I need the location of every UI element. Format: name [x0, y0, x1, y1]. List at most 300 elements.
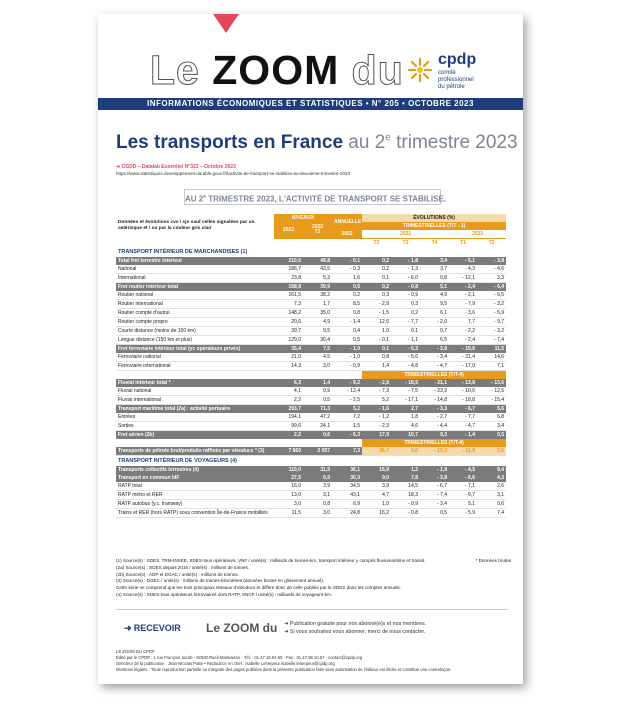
header-spacer	[116, 239, 274, 248]
cell-value: 0,5	[303, 396, 332, 405]
header-spacer	[332, 239, 362, 248]
cell-value: 9,0	[362, 474, 391, 482]
cpdp-flame-icon	[406, 56, 434, 84]
subscribe-zoom-logo: Le ZOOM du	[206, 621, 278, 635]
section-heading: TRANSPORT INTÉRIEUR DE VOYAGEURS (4)	[118, 458, 237, 464]
cell-value: 9,5	[420, 300, 449, 309]
row-label: National	[116, 265, 274, 274]
cell-value: 0,9	[303, 387, 332, 396]
cell-value: 8,5	[332, 300, 362, 309]
footnote: (2b) Source(s) : ADP et DGAC / unité(s) : millions de tonnes.	[116, 571, 239, 577]
cell-value: 18,3	[391, 491, 420, 500]
header-t3: T3	[402, 240, 409, 246]
cell-value: - 2,8	[362, 379, 391, 387]
cell-value: 5,0	[391, 447, 420, 456]
cpdp-brand	[438, 52, 476, 91]
cell-value: 3,0	[303, 362, 332, 371]
cell-value: - 5,1	[449, 257, 477, 265]
cell-value: 39,7	[274, 327, 303, 336]
cell-value: - 0,8	[391, 509, 420, 518]
table-row	[116, 509, 506, 518]
section-heading-row	[116, 247, 506, 257]
cell-value: 6,9	[332, 500, 362, 509]
cell-value: - 7,1	[449, 482, 477, 491]
section-heading-row	[116, 456, 506, 467]
cell-value: - 23,9	[420, 387, 449, 396]
cell-value: 4,1	[274, 387, 303, 396]
cell-value: 6,8	[477, 413, 506, 422]
cell-value: 27,5	[274, 474, 303, 482]
cell-value: 4,3	[477, 474, 506, 482]
cell-value: - 3,3	[420, 405, 449, 414]
total-row	[116, 474, 506, 482]
header-niveaux: NIVEAUX	[274, 214, 332, 222]
table-row	[116, 362, 506, 371]
cell-value: 5,2	[332, 405, 362, 414]
table-row	[116, 309, 506, 318]
cell-value: 1,0	[362, 327, 391, 336]
title-sup: e	[385, 132, 391, 144]
cell-value: - 2,4	[449, 283, 477, 292]
cell-value: - 6,5	[477, 291, 506, 300]
total-row	[116, 345, 506, 354]
cell-value: 0,5	[420, 509, 449, 518]
imprint-line: LE ZOOM DU CPDP	[116, 649, 155, 654]
cell-value: - 6,4	[477, 283, 506, 292]
cell-value: 6,3	[274, 379, 303, 387]
cell-value: - 15,3	[420, 447, 449, 456]
cell-value: 0,5	[477, 431, 506, 440]
cell-value: 6,9	[303, 474, 332, 482]
table-row	[116, 500, 506, 509]
statistics-table	[116, 214, 506, 518]
headline-box	[184, 189, 447, 205]
table-row	[116, 291, 506, 300]
cell-value: 0,4	[332, 327, 362, 336]
cell-value: - 1,9	[420, 466, 449, 474]
cell-value: 0,3	[362, 291, 391, 300]
table-row	[116, 318, 506, 327]
cell-value: 1,7	[303, 300, 332, 309]
row-label: Routier compte d'autrui	[116, 309, 274, 318]
cell-value: 4,9	[303, 318, 332, 327]
cell-value: - 19,6	[449, 345, 477, 354]
cell-value: - 7,4	[420, 491, 449, 500]
cell-value: - 1,2	[362, 413, 391, 422]
cell-value: 12,6	[362, 318, 391, 327]
cell-value: 0,8	[303, 500, 332, 509]
footnote: (3) Source(s) : DGEC / unité(s) : millions de tonnes-kilomètres (données brutes en glissement annuel).	[116, 578, 325, 584]
section-heading: TRANSPORT INTÉRIEUR DE MARCHANDISES (1)	[118, 249, 248, 255]
cell-value: 194,1	[274, 413, 303, 422]
cell-value: 1,6	[332, 274, 362, 283]
cell-value: - 3,4	[420, 500, 449, 509]
cell-value: - 6,7	[449, 405, 477, 414]
cell-value: 0,8	[362, 353, 391, 362]
divider	[116, 609, 508, 610]
cell-value: 5,3	[303, 274, 332, 283]
cell-value: 0,1	[362, 345, 391, 354]
cell-value: 3,4	[420, 257, 449, 265]
cell-value: - 14,8	[420, 396, 449, 405]
cell-value: - 0,8	[391, 283, 420, 292]
cell-value: 10,7	[391, 431, 420, 440]
footnote: Cette série ne comprend que les trois principaux réseaux d'oléoducs et diffère donc de celle publiée par le SDES dans les comptes annuels.	[116, 585, 402, 591]
cell-value: 2,7	[391, 405, 420, 414]
header-t1: T1	[460, 240, 466, 246]
subscribe-label[interactable]	[124, 623, 181, 634]
cell-value: - 1,5	[362, 309, 391, 318]
cell-value: 129,0	[274, 336, 303, 345]
cell-value: - 13,8	[449, 379, 477, 387]
cell-value: 148,2	[274, 309, 303, 318]
cell-value: 71,3	[303, 405, 332, 414]
cell-value: 24,1	[303, 422, 332, 431]
row-label: Fret routier intérieur total	[116, 283, 274, 292]
total-row	[116, 431, 506, 440]
cell-value: - 0,1	[362, 336, 391, 345]
cell-value: - 0,3	[332, 265, 362, 274]
cell-value: - 1,6	[362, 405, 391, 414]
cell-value: - 18,8	[449, 396, 477, 405]
header-t2: T2	[373, 240, 380, 246]
row-label: Ferroviaire international	[116, 362, 274, 371]
cell-value: 0,3	[391, 300, 420, 309]
cell-value: - 2,5	[332, 396, 362, 405]
table-row	[116, 274, 506, 283]
cell-value: - 11,0	[449, 447, 477, 456]
cell-value: 3,9	[303, 482, 332, 491]
cell-value: 210,5	[274, 257, 303, 265]
cell-value: 3,4	[477, 422, 506, 431]
cell-value: 0,1	[391, 327, 420, 336]
cell-value: 3,9	[362, 482, 391, 491]
cell-value: - 10,6	[449, 387, 477, 396]
cell-value: 0,2	[362, 283, 391, 292]
cell-value: 5,2	[362, 396, 391, 405]
cell-value: 21,0	[274, 353, 303, 362]
cell-value: 17,9	[362, 431, 391, 440]
row-label: Total fret terrestre intérieur	[116, 257, 274, 265]
masthead-word-zoom: ZOOM	[212, 47, 340, 93]
cell-value: 16,0	[274, 482, 303, 491]
masthead	[150, 47, 404, 93]
row-label: Fluvial international	[116, 396, 274, 405]
cell-value: 7,1	[477, 362, 506, 371]
brand-name: cpdp	[438, 51, 477, 68]
cell-value: 168,8	[274, 283, 303, 292]
cell-value: 30,4	[303, 336, 332, 345]
cell-value: 99,6	[274, 422, 303, 431]
subheader-trim-tm4: TRIMESTRIELLES (T/T-4)	[362, 439, 506, 447]
cell-value: 14,3	[274, 362, 303, 371]
row-label: Transports de pétrole brut/produits raffinés par oléoducs * (3)	[116, 447, 274, 456]
cell-value: 2 057	[303, 447, 332, 456]
cell-value: 3,0	[303, 509, 332, 518]
cell-value: 43,5	[303, 265, 332, 274]
brand-sub-line: professionnel	[438, 76, 474, 83]
footnotes	[116, 558, 511, 599]
subheader-row	[116, 439, 506, 447]
table-body	[116, 247, 506, 518]
cell-value: 293,7	[274, 405, 303, 414]
cell-value: 35,0	[303, 309, 332, 318]
cell-value: 1,5	[332, 422, 362, 431]
cell-value: - 5,3	[391, 345, 420, 354]
cell-value: - 7,4	[477, 336, 506, 345]
cell-value: 0,2	[391, 309, 420, 318]
cell-value: 7,4	[477, 509, 506, 518]
newsletter-page	[98, 14, 523, 684]
cell-value: - 6,3	[332, 431, 362, 440]
cell-value: - 6,6	[449, 474, 477, 482]
receive-text: RECEVOIR	[133, 623, 181, 633]
cell-value: 3,1	[303, 491, 332, 500]
table-row	[116, 265, 506, 274]
cell-value: 2,6	[477, 482, 506, 491]
cell-value: 4,7	[362, 491, 391, 500]
cell-value: 35,4	[274, 345, 303, 354]
cell-value: 1,4	[362, 362, 391, 371]
row-label: Fret aérien (2b)	[116, 431, 274, 440]
title-end: trimestre 2023	[390, 132, 518, 153]
cell-value: 23,8	[274, 274, 303, 283]
cell-value: 20,6	[274, 318, 303, 327]
cell-value: - 4,7	[420, 362, 449, 371]
cell-value: 9,5	[303, 327, 332, 336]
cell-value: 7,3	[274, 300, 303, 309]
imprint-line: Directeur de la publication : Jean-Nicolas Patte • Rédactrice en chef : Isabelle Leherpeur isabelle.leherpeur@cpdp.org	[116, 661, 335, 666]
cell-value: - 4,6	[477, 265, 506, 274]
cell-value: 0,2	[332, 291, 362, 300]
cell-value: 24,8	[332, 509, 362, 518]
headline-pre: AU 2	[185, 194, 204, 204]
cell-value: - 2,3	[362, 422, 391, 431]
brand-sub-line: comité	[438, 70, 456, 76]
row-label: Ferroviaire national	[116, 353, 274, 362]
cell-value: 119,0	[274, 466, 303, 474]
row-label: RATP autobus (y.c. tramway)	[116, 500, 274, 509]
row-label: Routier national	[116, 291, 274, 300]
masthead-word-du: du	[351, 47, 404, 93]
cell-value: - 21,4	[449, 353, 477, 362]
cell-value: 7,7	[449, 318, 477, 327]
header-spacer	[303, 239, 332, 248]
table-description: Données et évolutions cvs / cjo sauf celles signalées par un astérisque et / ou par la couleur gris clair	[118, 219, 255, 232]
cell-value: - 2,7	[420, 413, 449, 422]
cell-value: 0,5	[332, 336, 362, 345]
cell-value: 31,9	[303, 466, 332, 474]
row-label: RATP total	[116, 482, 274, 491]
cell-value: 5,1	[449, 500, 477, 509]
row-label: Routier international	[116, 300, 274, 309]
cell-value: 161,5	[274, 291, 303, 300]
table-row	[116, 413, 506, 422]
cell-value: 9,4	[477, 466, 506, 474]
cell-value: - 6,0	[391, 274, 420, 283]
cell-value: 15,9	[362, 466, 391, 474]
table-row	[116, 387, 506, 396]
cell-value: - 12,5	[477, 387, 506, 396]
cell-value: - 3,4	[420, 353, 449, 362]
cell-value: - 21,1	[420, 379, 449, 387]
cell-value: 186,7	[274, 265, 303, 274]
cell-value: - 0,9	[332, 362, 362, 371]
cell-value: - 4,4	[420, 422, 449, 431]
cell-value: 4,6	[391, 422, 420, 431]
header-year-2023: 2023	[449, 230, 506, 239]
issue-band: INFORMATIONS ÉCONOMIQUES ET STATISTIQUES • N° 205 • OCTOBRE 2023	[98, 98, 523, 110]
cell-value: - 2,4	[449, 336, 477, 345]
header-spacer	[274, 239, 303, 248]
headline-post: TRIMESTRE 2023, L'ACTIVITÉ DE TRANSPORT SE STABILISE.	[206, 194, 447, 204]
row-label: Entrées	[116, 413, 274, 422]
subscribe-info-line: ➜ Si vous souhaitez vous abonner, merci de nous contacter.	[284, 629, 426, 635]
cell-value: 14,5	[391, 482, 420, 491]
row-label: Longue distance (150 km et plus)	[116, 336, 274, 345]
cell-value: 0,7	[420, 327, 449, 336]
table-row	[116, 491, 506, 500]
cell-value: 3,0	[274, 500, 303, 509]
cell-value: 0,8	[420, 274, 449, 283]
cell-value: - 2,9	[362, 300, 391, 309]
cell-value: - 15,4	[477, 396, 506, 405]
cell-value: - 1,8	[391, 257, 420, 265]
subheader-spacer	[116, 371, 362, 380]
imprint-line: Édité par le CPDP : 1 rue François Jacob - 92500 Rueil-Malmaison - Tél. : 01.47.16.94.60 - Fax : 01.47.08.10.57 - contact@cpdp.org	[116, 655, 363, 660]
source-reference[interactable]: ➜ CGDD – Datalab Essentiel N°322 – Octobre 2023	[116, 164, 236, 170]
header-2022-t2: 2022 T2	[303, 222, 332, 239]
cell-value: - 0,9	[391, 500, 420, 509]
row-label: Fluvial intérieur total *	[116, 379, 274, 387]
header-annuelle: ANNUELLE	[332, 214, 362, 230]
header-t4: T4	[431, 240, 438, 246]
row-label: Fluvial national	[116, 387, 274, 396]
cell-value: 5,1	[420, 283, 449, 292]
cell-value: - 12,4	[332, 387, 362, 396]
cell-value: 34,5	[332, 482, 362, 491]
row-label: Transports collectifs terrestres (4)	[116, 466, 274, 474]
total-row	[116, 283, 506, 292]
subscribe-info-line: ➜ Publication gratuite pour nos abonné(e)s et nos membres.	[284, 621, 427, 627]
title-main: Les transports en France	[116, 132, 344, 153]
header-t2b: T2	[488, 240, 495, 246]
cell-value: 14,6	[477, 353, 506, 362]
source-url[interactable]: https://www.statistiques.developpement-durable.gouv.fr/lactivite-de-transport-se-stabilise-au-deuxieme-trimestre-2023	[116, 171, 351, 176]
cell-value: - 7,5	[391, 387, 420, 396]
cell-value: 1,2	[391, 466, 420, 474]
header-trim-tm1: TRIMESTRIELLES (T/T - 1)	[362, 222, 506, 230]
cell-value: - 0,1	[332, 257, 362, 265]
row-label: International	[116, 274, 274, 283]
cell-value: 5,6	[477, 405, 506, 414]
row-label: Sorties	[116, 422, 274, 431]
total-row	[116, 257, 506, 265]
table-row	[116, 422, 506, 431]
cell-value: - 4,8	[391, 362, 420, 371]
row-label: RATP métro et RER	[116, 491, 274, 500]
row-label: Fret ferroviaire intérieur total (yc opérateurs privés)	[116, 345, 274, 354]
cell-value: - 4,3	[449, 265, 477, 274]
cell-value: 30,3	[332, 474, 362, 482]
cell-value: 3,1	[477, 491, 506, 500]
header-year-2022b: 2022	[362, 230, 449, 239]
cell-value: 4,5	[303, 353, 332, 362]
cell-value: - 9,7	[449, 491, 477, 500]
cell-value: 13,0	[274, 491, 303, 500]
fold-marker	[213, 14, 239, 33]
cell-value: 0,2	[362, 265, 391, 274]
header-year-2022: 2022	[274, 222, 303, 239]
table-row	[116, 327, 506, 336]
imprint-line: Mentions légales : Toute reproduction partielle ou intégrale des pages publiées dans la présente publication faite sans autorisation de l'éditeur est illicite et constitue une contrefaçon.	[116, 667, 452, 672]
cell-value: - 9,2	[332, 379, 362, 387]
headline-sup: e	[203, 194, 207, 200]
cell-value: 7,5	[303, 345, 332, 354]
cell-value: - 9,7	[477, 318, 506, 327]
cell-value: - 3,9	[420, 345, 449, 354]
cell-value: 39,9	[303, 283, 332, 292]
cell-value: 6,1	[420, 309, 449, 318]
cell-value: 36,1	[332, 466, 362, 474]
subheader-spacer	[116, 439, 362, 447]
cell-value: - 7,9	[449, 300, 477, 309]
cell-value: 47,2	[303, 413, 332, 422]
title-rest: au 2	[343, 132, 386, 153]
cell-value: 0,1	[362, 274, 391, 283]
cell-value: 11,5	[477, 345, 506, 354]
total-row	[116, 379, 506, 387]
cell-value: 0,6	[477, 500, 506, 509]
row-label: Trains et RER (hors RATP) sous convention Île-de-France mobilités	[116, 509, 274, 518]
header-annuelle-year: 2022	[332, 230, 362, 239]
cell-value: - 6,7	[420, 482, 449, 491]
cell-value: 1,0	[362, 500, 391, 509]
subscribe-block	[116, 619, 508, 641]
subheader-trim-tm4: TRIMESTRIELLES (T/T-4)	[362, 371, 506, 380]
cell-value: - 3,6	[449, 309, 477, 318]
table-row	[116, 336, 506, 345]
cell-value: 2,6	[477, 447, 506, 456]
cell-value: - 5,6	[391, 353, 420, 362]
cell-value: - 17,0	[449, 362, 477, 371]
cell-value: - 1,0	[332, 353, 362, 362]
table-row	[116, 353, 506, 362]
cell-value: 1,4	[303, 379, 332, 387]
cell-value: 7,8	[391, 474, 420, 482]
cell-value: 0,3	[420, 431, 449, 440]
cell-value: - 5,9	[477, 309, 506, 318]
cell-value: - 4,7	[449, 422, 477, 431]
table-row	[116, 482, 506, 491]
arrow-icon: ➜	[124, 623, 132, 633]
table-row	[116, 396, 506, 405]
subheader-row	[116, 371, 506, 380]
cell-value: 2,2	[274, 431, 303, 440]
cell-value: 7,2	[332, 413, 362, 422]
cell-value: 0,2	[362, 257, 391, 265]
cell-value: - 3,2	[477, 300, 506, 309]
cell-value: 0,8	[332, 309, 362, 318]
cell-value: 0,5	[332, 283, 362, 292]
cell-value: - 0,9	[391, 291, 420, 300]
cell-value: - 17,1	[391, 396, 420, 405]
cell-value: - 7,3	[362, 387, 391, 396]
cell-value: - 7,7	[391, 318, 420, 327]
header-row	[116, 239, 506, 248]
cell-value: - 1,0	[332, 345, 362, 354]
footnote-raw-data: * Données brutes	[475, 558, 511, 563]
